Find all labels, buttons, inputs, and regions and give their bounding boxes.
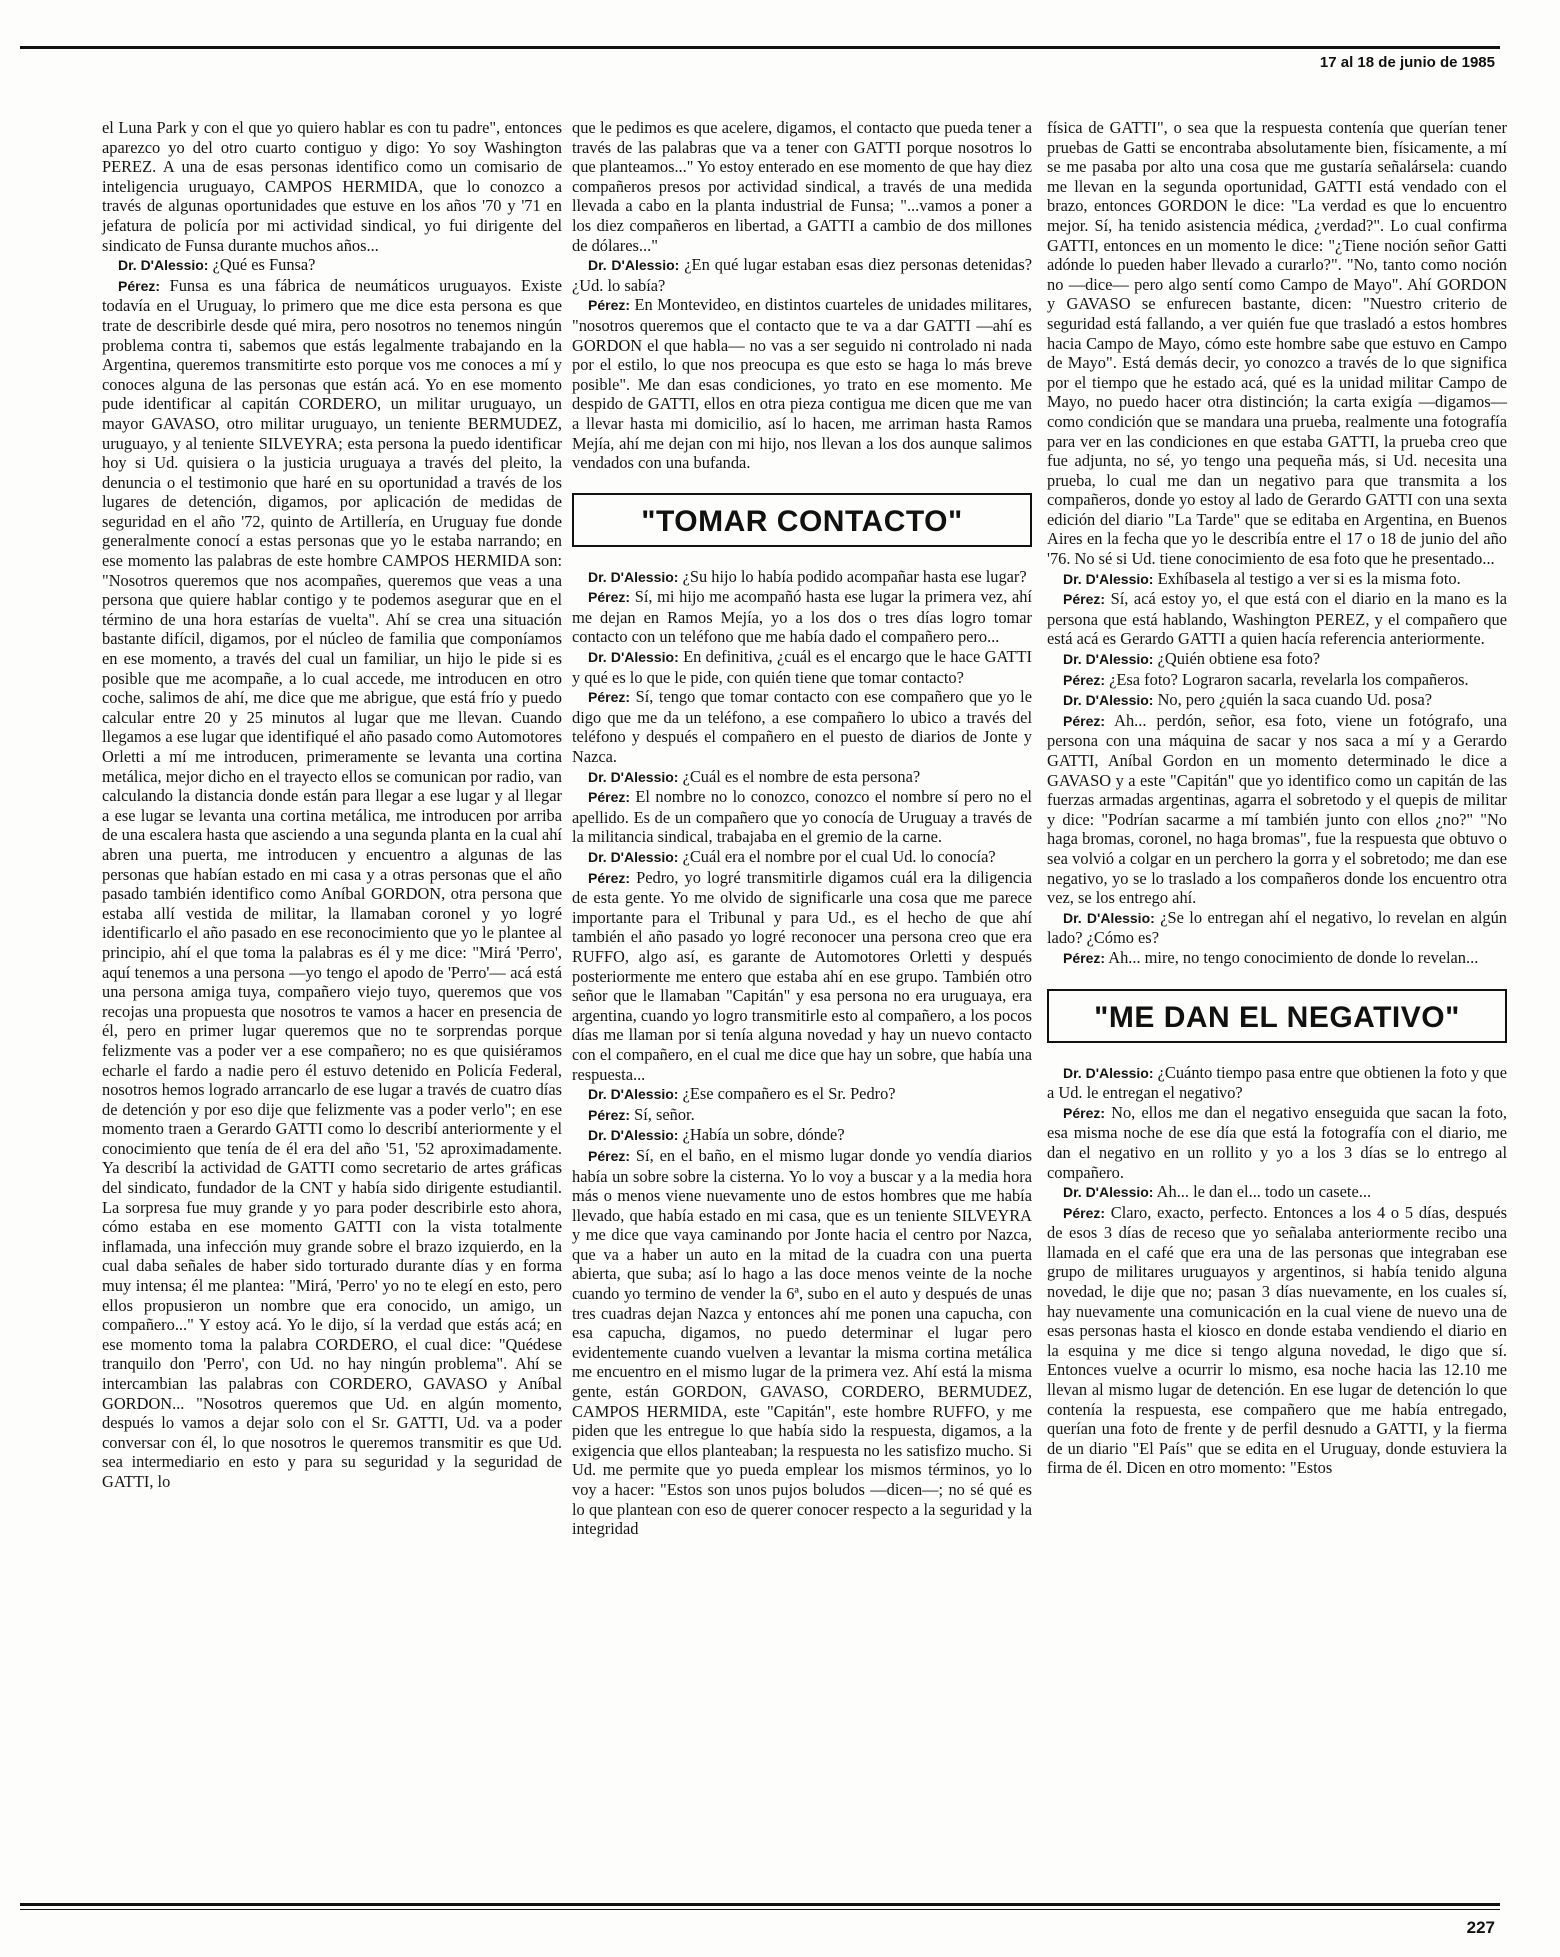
answer: [572, 1146, 1032, 1539]
speaker-judge: Dr. D'Alessio:: [1063, 570, 1154, 587]
speaker-judge: Dr. D'Alessio:: [588, 568, 679, 585]
question-text: ¿En qué lugar estaban esas diez personas detenidas? ¿Ud. lo sabía?: [572, 255, 1032, 295]
paragraph-text: el Luna Park y con el que yo quiero hablar es con tu padre", entonces aparezco yo del otro cuarto contiguo y digo: Yo soy Washington PEREZ. A una de esas personas identifico como un comisario de inteligencia uruguayo, CAMPOS HERMIDA, que lo conozco a través de algunas oportunidades que estuve en los años '70 y '71 en jefatura de policía por mi actividad sindical, yo fui dirigente del sindicato de Funsa durante muchos años...: [102, 118, 562, 255]
answer: [1047, 948, 1507, 969]
question: [102, 255, 562, 276]
answer-text: En Montevideo, en distintos cuarteles de unidades militares, "nosotros queremos que el contacto que te va a dar GATTI —ahí es GORDON el que habla— no vas a ser seguido ni controlado ni nada por el estilo, lo que nos preocupa es que esto se haga lo más breve posible". Me dan esas condiciones, yo trato en ese momento. Me despido de GATTI, ellos en otra pieza contigua me dicen que me van a llevar hasta mi domicilio, así lo hacen, me arriman hasta Ramos Mejía, ahí me dejan con mi hijo, nos llevan a los dos aunque salimos vendados con una bufanda.: [572, 295, 1032, 473]
bottom-rule-thin: [20, 1909, 1500, 1910]
answer-text: Funsa es una fábrica de neumáticos uruguayos. Existe todavía en el Uruguay, lo primero que me dice esta persona es que trate de describirle desde qué mira, pero nosotros no tenemos ningún problema contra ti, sabemos que estás legalmente trabajando en la Argentina, queremos transmitirte esto porque vos me conoces a mí y conoces alguna de las personas que están acá. Yo en ese momento pude identificar al capitán CORDERO, un militar uruguayo, un mayor GAVASO, otro militar uruguayo, un teniente BERMUDEZ, uruguayo, y al teniente SILVEYRA; esta persona la puedo identificar hoy si Ud. quisiera o la justicia uruguaya a través del pleito, la denuncia o el testimonio que haré en su oportunidad a través de los lugares de detención, digamos, por aplicación de medidas de seguridad en el año '72, quinto de Artillería, en Uruguay fue donde generalmente conocí a estas personas que yo le estaba narrando; en ese momento las palabras de este hombre CAMPOS HERMIDA son: "Nosotros queremos que nos acompañes, queremos que veas a una persona que quiere hablar contigo y te podemos asegurar que en el término de una hora estarías de vuelta". Ahí se crea una situación bastante difícil, digamos, por el núcleo de familia que componíamos en ese momento, a través del cual un familiar, un hijo le pide si es posible que me acompañe, a lo cual accede, me introducen en otro coche, salimos de ahí, me dice que me abrigue, que está frío y puedo calcular entre 20 y 25 minutos al lugar que me llevan. Cuando llegamos a ese lugar que identifiqué el año pasado como Automotores Orletti a mí me introducen, primeramente se levanta una cortina metálica, mejor dicho en el trayecto ellos se comunican por radio, van calculando la distancia donde están para llegar a ese lugar y al llegar a ese lugar se levanta una cortina metálica, me introducen por arriba de una escalera hasta que asciendo a una segunda planta en la cual ahí abren una puerta, me introducen y encuentro a algunas de las personas que habían estado en mi casa y a otras personas que el año pasado también identifico como Aníbal GORDON, otra persona que estaba allí vestida de militar, la llamaban coronel y yo logré identificarlo el año pasado en ese reconocimiento que yo le plantee al principio, ahí el que toma la palabras es él y me dice: "Mirá 'Perro', aquí tenemos a una persona —yo tengo el apodo de 'Perro'— acá está una persona amiga tuya, compañero viejo tuyo, queremos que vos recojas una propuesta que nosotros te vamos a hacer en presencia de él, pero en primer lugar queremos que no te sorprendas porque felizmente vas a poder ver a ese compañero; no es que quisiéramos echarle el fardo a nadie pero él estuvo detenido en Policía Federal, nosotros hemos logrado arrancarlo de ese lugar a través de cuatro días de detención y por eso dije que felizmente vas a poder verlo"; en ese momento traen a Gerardo GATTI como lo describí anteriormente y el conocimiento que tenía de él era del año '51, '52 aproximadamente. Ya describí la actividad de GATTI como secretario de artes gráficas del sindicato, fundador de la CNT y había sido dirigente estudiantil. La sorpresa fue muy grande y yo para poder describirle esto ahora, cómo estaba en ese momento GATTI con la vista totalmente inflamada, una infección muy grande sobre el brazo izquierdo, en la cual daba señales de haber sido torturado durante días y en forma muy intensa; él me plantea: "Mirá, 'Perro' yo no te elegí en esto, pero ellos propusieron un nombre que era conocido, un amigo, un compañero..." Y estoy acá. Yo le dijo, sí la verdad que estás acá; en ese momento toma la palabra CORDERO, el cual dice: "Quédese tranquilo don 'Perro', con Ud. no hay ningún problema". Ahí se intercambian las palabras con CORDERO, GAVASO y Aníbal GORDON... "Nosotros queremos que Ud. en algún momento, después lo vamos a dejar solo con el Sr. GATTI, Ud. va a poder conversar con él, lo que nosotros le queremos transmitir es que Ud. sea intermediario en esto y para su seguridad y la seguridad de GATTI, lo: [102, 275, 562, 1491]
bottom-rule: [20, 1903, 1500, 1906]
question-text: ¿Ese compañero es el Sr. Pedro?: [682, 1084, 896, 1104]
speaker-witness: Pérez:: [1063, 712, 1106, 729]
speaker-judge: Dr. D'Alessio:: [588, 768, 679, 785]
speaker-judge: Dr. D'Alessio:: [1063, 1064, 1154, 1081]
answer-text: Ah... mire, no tengo conocimiento de donde lo revelan...: [1108, 947, 1479, 967]
speaker-judge: Dr. D'Alessio:: [588, 649, 679, 666]
speaker-witness: Pérez:: [588, 589, 631, 606]
question: [572, 567, 1032, 588]
paragraph-text: que le pedimos es que acelere, digamos, el contacto que pueda tener a través de las palabras que va a tener con GATTI porque nosotros lo que planteamos..." Yo estoy enterado en ese momento de que hay diez compañeros presos por actividad sindical, a través de una medida llevada a cabo en la planta industrial de Funsa; "...vamos a poner a los diez compañeros en libertad, a GATTI a cambio de dos millones de dólares...": [572, 118, 1032, 255]
speaker-judge: Dr. D'Alessio:: [1063, 909, 1155, 926]
question-text: No, pero ¿quién la saca cuando Ud. posa?: [1157, 690, 1433, 710]
answer: [572, 1105, 1032, 1126]
speaker-witness: Pérez:: [1063, 1104, 1106, 1121]
page-number: 227: [1466, 1918, 1495, 1937]
paragraph: [102, 118, 562, 255]
question: [572, 767, 1032, 788]
question: [1047, 649, 1507, 670]
question-text: ¿Qué es Funsa?: [212, 255, 316, 275]
top-rule: [20, 46, 1500, 49]
paragraph: [572, 118, 1032, 255]
speaker-judge: Dr. D'Alessio:: [1063, 651, 1154, 668]
speaker-witness: Pérez:: [1063, 1204, 1106, 1221]
question: [1047, 1182, 1507, 1203]
speaker-witness: Pérez:: [588, 869, 631, 886]
speaker-judge: Dr. D'Alessio:: [118, 257, 209, 274]
answer-text: Sí, acá estoy yo, el que está con el diario en la mano es la persona que está hablando, Washington PEREZ, y el compañero que está acá es Gerardo GATTI a quien hacía referencia anteriormente.: [1047, 589, 1507, 649]
answer: [1047, 711, 1507, 908]
speaker-witness: Pérez:: [1063, 671, 1106, 688]
speaker-judge: Dr. D'Alessio:: [1063, 692, 1154, 709]
question-text: ¿Cuánto tiempo pasa entre que obtienen la foto y que a Ud. le entregan el negativo?: [1047, 1062, 1507, 1103]
question: [1047, 569, 1507, 590]
question-text: ¿Quién obtiene esa foto?: [1157, 649, 1321, 669]
speaker-judge: Dr. D'Alessio:: [588, 1127, 679, 1144]
question-text: ¿Cuál es el nombre de esta persona?: [682, 766, 921, 786]
speaker-judge: Dr. D'Alessio:: [588, 257, 680, 274]
speaker-witness: Pérez:: [588, 297, 631, 314]
answer: [1047, 1103, 1507, 1182]
paragraph: [1047, 118, 1507, 569]
answer: [572, 868, 1032, 1085]
answer: [572, 295, 1032, 472]
answer: [572, 687, 1032, 766]
question-text: ¿Cuál era el nombre por el cual Ud. lo conocía?: [682, 847, 996, 866]
answer-text: Sí, señor.: [634, 1104, 695, 1124]
answer-text: Sí, mi hijo me acompañó hasta ese lugar la primera vez, ahí me dejan en Ramos Mejía, yo a los dos o tres días logro tomar contacto con un teléfono que me había dado el compañero pero...: [572, 587, 1032, 647]
column-3: [1047, 118, 1507, 1478]
paragraph-text: física de GATTI", o sea que la respuesta contenía que querían tener pruebas de Gatti se encontraba absolutamente bien, físicamente, a mí se me pasaba por alto una cosa que me gustaría señalársela: cuando me llevan en la segunda oportunidad, GATTI está vendado con el brazo, entonces GORDON le dice: "La verdad es que lo encuentro mejor. Sí, ha tenido asistencia médica, ¿verdad?". Lo cual confirma GATTI, entonces en un momento le dice: "¿Tiene noción señor Gatti adónde lo pueden haber llevado a curarlo?". "No, tanto como noción no —dice— pero algo sentí como Campo de Mayo". Ahí GORDON y GAVASO se enfurecen bastante, dicen: "Nuestro criterio de seguridad está fallando, a ver quién fue que trasladó a estos hombres hacia Campo de Mayo, cómo este hombre sabe que estuvo en Campo de Mayo". Está demás decir, yo conozco a través de lo que significa por el tiempo que he estado acá, qué es la unidad militar Campo de Mayo, no puedo hacer otra distinción; la carta exigía —digamos— como condición que se mandara una prueba, realmente una fotografía para ver en las condiciones en que estaba GATTI, la prueba creo que fue adjunta, no sé, yo tengo una pequeña más, si Ud. necesita una prueba, lo cual me dan un negativo para que transmita a los compañeros, donde yo estoy al lado de Gerardo GATTI con una sexta edición del diario "La Tarde" que se editaba en Argentina, en Buenos Aires en la fecha que yo le describía entre el 17 o 18 de junio del año '76. No sé si Ud. tiene conocimiento de esa foto que he presentado...: [1047, 118, 1507, 569]
answer-text: Ah... perdón, señor, esa foto, viene un fotógrafo, una persona con una máquina de sacar y nos saca a mí y a Gerardo GATTI, Aníbal Gordon en un momento determinado le dice a GAVASO y a este "Capitán" que yo identifico como un capitán de las fuerzas armadas argentinas, agarra el sobretodo y el quepis de militar y dice: "Podrían sacarme a mí también junto con ellos ¿no?" "No haga bromas, coronel, no haga bromas", fue la respuesta que obtuvo o sea volvió a colgar en un perchero la gorra y el sobretodo; me dan ese negativo, yo se lo traslado a los compañeros donde los encuentro otra vez, se los entrego ahí.: [1047, 710, 1507, 908]
answer-text: El nombre no lo conozco, conozco el nombre sí pero no el apellido. Es de un compañero que yo conocía de Uruguay a través de la militancia sindical, trabajaba en el gremio de la carne.: [572, 787, 1032, 847]
section-heading-box: [572, 493, 1032, 547]
speaker-witness: Pérez:: [588, 1106, 631, 1123]
answer-text: Pedro, yo logré transmitirle digamos cuál era la diligencia de esta gente. Yo me olvido de significarle una cosa que me parece importante para el Tribunal y para Ud., es el hecho de que ahí también el año pasado yo logré reconocer una persona creo que era RUFFO, algo así, es garante de Automotores Orletti y después posteriormente me entero que estaba ahí en ese grupo. También otro señor que le llamaban "Capitán" y esa persona no era uruguaya, era argentina, cuando yo logro transmitirle esto al compañero, a los pocos días me llaman por si tenía alguna novedad y hay un nuevo contacto con el compañero, en el cual me dice que hay un sobre, que había una respuesta...: [572, 867, 1032, 1084]
answer-text: No, ellos me dan el negativo enseguida que sacan la foto, esa misma noche de ese día que está la fotografía con el diario, me dan el negativo en un rollito y yo a los 3 días se lo entrego al compañero.: [1047, 1102, 1507, 1182]
speaker-witness: Pérez:: [588, 689, 631, 706]
speaker-witness: Pérez:: [588, 1147, 631, 1164]
question-text: Ah... le dan el... todo un casete...: [1156, 1182, 1372, 1202]
answer: [102, 276, 562, 1492]
speaker-witness: Pérez:: [1063, 591, 1106, 608]
question: [572, 847, 1032, 868]
answer: [1047, 1203, 1507, 1478]
answer-text: ¿Esa foto? Lograron sacarla, revelarla los compañeros.: [1109, 669, 1469, 689]
question-text: En definitiva, ¿cuál es el encargo que le hace GATTI y qué es lo que le pide, con quién tiene que tomar contacto?: [572, 647, 1032, 687]
speaker-judge: Dr. D'Alessio:: [588, 1086, 679, 1103]
speaker-judge: Dr. D'Alessio:: [1063, 1184, 1154, 1201]
question: [572, 1084, 1032, 1105]
question: [1047, 908, 1507, 948]
question-text: ¿Había un sobre, dónde?: [682, 1125, 845, 1145]
question: [572, 647, 1032, 687]
question: [1047, 690, 1507, 711]
speaker-witness: Pérez:: [1063, 949, 1106, 966]
speaker-witness: Pérez:: [118, 277, 161, 294]
section-heading-box: [1047, 989, 1507, 1043]
answer-text: Sí, en el baño, en el mismo lugar donde yo vendía diarios había un sobre sobre la cisterna. Yo lo voy a buscar y a la media hora más o menos viene nuevamente uno de estos hombres que me había llevado, que había estado en mi casa, que es un teniente SILVEYRA y me dice que vaya caminando por Jonte hacia el centro por Nazca, que va a haber un auto en la mitad de la cuadra con una puerta abierta, que suba; así lo hago a las doce menos veinte de la noche cuando yo termino de vender la 6ª, subo en el auto y después de unas tres cuadras dejan Nazca y entonces ahí me ponen una capucha, con esa capucha, digamos, no puedo determinar el lugar pero evidentemente cuando vuelven a levantar la misma cortina metálica me encuentro en el mismo lugar de la primera vez. Ahí está la misma gente, están GORDON, GAVASO, CORDERO, BERMUDEZ, CAMPOS HERMIDA, este "Capitán", este hombre RUFFO, y me piden que les entregue lo que había sido la respuesta, digamos, a la exigencia que ellos planteaban; la respuesta no les satisfizo mucho. Si Ud. me permite que yo pueda emplear los mismos términos, yo lo voy a hacer: "Estos son unos pujos boludos —dicen—; no sé qué es lo que plantean con eso de querer conocer respecto a la seguridad y la integridad: [572, 1145, 1032, 1539]
section-heading: "TOMAR CONTACTO": [641, 504, 963, 538]
question-text: Exhíbasela al testigo a ver si es la misma foto.: [1157, 568, 1461, 588]
speaker-judge: Dr. D'Alessio:: [588, 849, 679, 865]
answer: [572, 787, 1032, 847]
answer: [1047, 589, 1507, 649]
answer: [1047, 670, 1507, 691]
column-1: [102, 118, 562, 1492]
question-text: ¿Su hijo lo había podido acompañar hasta ese lugar?: [682, 566, 1027, 586]
speaker-witness: Pérez:: [588, 789, 631, 806]
column-2: [572, 118, 1032, 1539]
question: [572, 1125, 1032, 1146]
answer: [572, 587, 1032, 647]
question: [572, 255, 1032, 295]
question-text: ¿Se lo entregan ahí el negativo, lo revelan en algún lado? ¿Cómo es?: [1047, 907, 1507, 948]
question: [1047, 1063, 1507, 1103]
answer-text: Claro, exacto, perfecto. Entonces a los 4 o 5 días, después de esos 3 días de receso que yo señalaba anteriormente recibo una llamada en el café que era una de las personas que integraban ese grupo de militares uruguayos y argentinos, si había tenido alguna novedad, le dije que no; pasan 3 días nuevamente, en los cuales sí, hay nuevamente una comunicación en la cual viene de nuevo una de esas personas hasta el kiosco en donde estaba vendiendo el diario en la esquina y me dice si tengo alguna novedad, le digo que sí. Entonces vuelve a ocurrir lo mismo, esa noche hacia las 12.10 me llevan al mismo lugar de detención. En ese lugar de detención lo que contenía la respuesta, ese compañero que me había entregado, querían una foto de frente y de perfil desnudo a GATTI, y la fierma de un diario "El País" que se edita en el Uruguay, donde estuviera la firma de él. Dicen en otro momento: "Estos: [1047, 1202, 1507, 1478]
section-heading: "ME DAN EL NEGATIVO": [1094, 1000, 1460, 1034]
issue-date: 17 al 18 de junio de 1985: [1319, 54, 1495, 71]
answer-text: Sí, tengo que tomar contacto con ese compañero que yo le digo que me da un teléfono, a ese compañero lo ubico a través del teléfono y después el compañero en el puesto de diarios de Jonte y Nazca.: [572, 687, 1032, 767]
